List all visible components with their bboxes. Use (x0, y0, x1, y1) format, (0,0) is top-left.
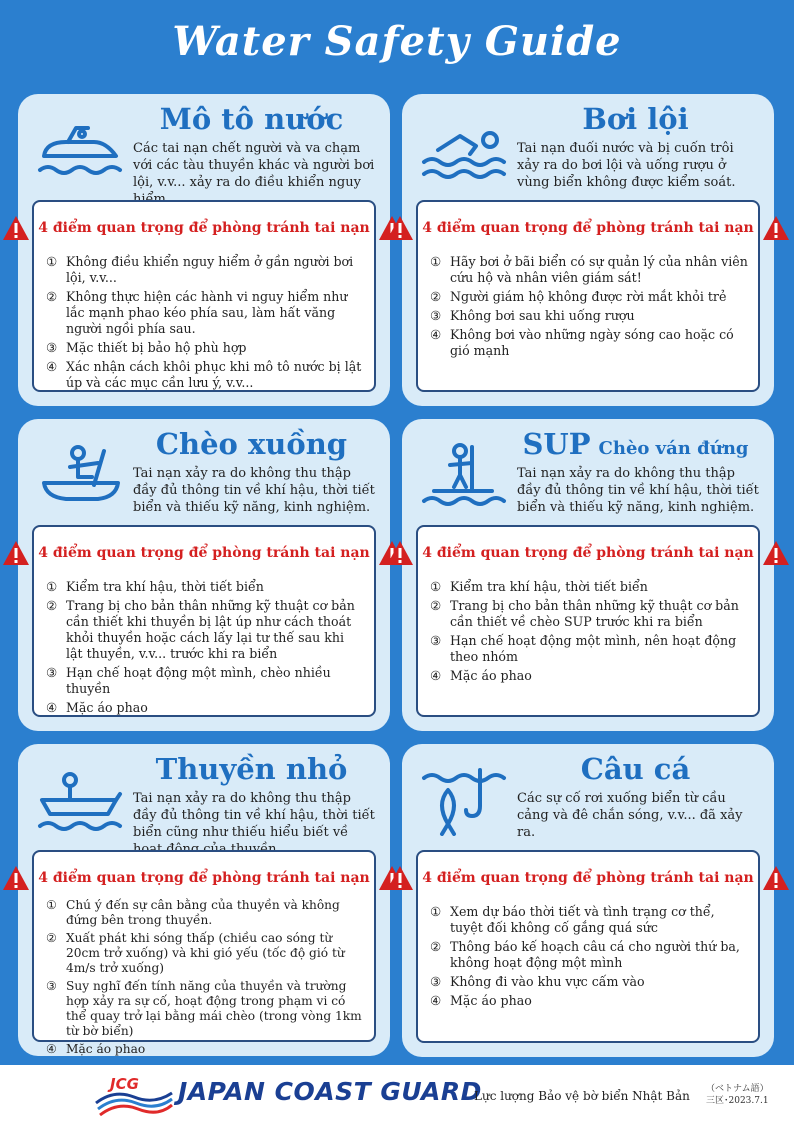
tips-list (46, 254, 364, 394)
tips-box (416, 200, 760, 392)
tips-list (430, 904, 748, 1012)
panel-description: Tai nạn xảy ra do không thu thập đầy đủ thông tin về khí hậu, thời tiết biển cũng như thiếu hiểu biết về (133, 791, 375, 840)
tips-list (430, 579, 748, 687)
list-item: ① Chú ý đến sự cân bằng của thuyền và không đứng bên trong thuyền. (46, 898, 340, 927)
list-item: ① Xem dự báo thời tiết và tình trạng cơ thể, tuyệt đối không cố gắng quá sức (430, 904, 715, 935)
panel-description: Tai nạn đuối nước và bị cuốn trôi xảy ra do bơi lội và uống rượu ở vùng biển không được kiểm soát. (517, 141, 736, 190)
panel-title: Chèo xuồng (155, 427, 348, 461)
panel-title: Mô tô nước (159, 102, 344, 136)
warning-icon (762, 865, 790, 891)
tips-box (416, 525, 760, 717)
tips-heading: 4 điểm quan trọng để phòng tránh tai nạn (418, 212, 758, 244)
tips-heading: 4 điểm quan trọng để phòng tránh tai nạn (34, 862, 374, 894)
tips-list (430, 254, 748, 362)
list-item: ② Trang bị cho bản thân những kỹ thuật cơ bản cần thiết khi thuyền bị lật úp như cách thoát khỏi thuyền hoặc cách lấy lại tư thế sau khi lật thuyền, v.v... trước khi ra biển (46, 598, 355, 661)
list-item: ③ Không bơi sau khi uống rượu (430, 308, 635, 323)
list-item: ① Không điều khiển nguy hiểm ở gần người bơi lội, v.v... (46, 254, 354, 285)
wave-logo-icon (94, 1075, 174, 1117)
panel-description: Các tai nạn chết người và va chạm với các tàu thuyền khác và người bơi lội, v.v... xảy ra do điều khiển nguy (133, 141, 375, 190)
panel-title: SUP Chèo ván đứng (522, 427, 749, 461)
warning-icon (386, 215, 414, 241)
list-item: ② Xuất phát khi sóng thấp (chiều cao sóng từ 20cm trở xuống) và khi gió yếu (tốc độ gió từ 4m/s trở xuống) (46, 931, 345, 975)
list-item: ④ Xác nhận cách khôi phục khi mô tô nước bị lật úp và các mục cần lưu ý, v.v... (46, 359, 362, 390)
panel-description: Tai nạn xảy ra do không thu thập đầy đủ thông tin về khí hậu, thời tiết biển và thiếu kỹ năng, kinh nghiệm. (517, 466, 759, 515)
panel-title: Bơi lội (582, 102, 689, 136)
list-item: ② Người giám hộ không được rời mắt khỏi trẻ (430, 289, 727, 304)
tips-list (46, 898, 364, 1060)
tips-box (32, 850, 376, 1056)
org-name-vietnamese: Lực lượng Bảo vệ bờ biển Nhật Bản (474, 1089, 690, 1103)
rowing-boat-icon (36, 441, 126, 511)
panel-description: Các sự cố rơi xuống biển từ cầu cảng và đê chắn sóng, v.v... đã xảy ra. (517, 791, 743, 840)
warning-icon (2, 540, 30, 566)
panel-fishing (402, 744, 774, 1057)
list-item: ① Kiểm tra khí hậu, thời tiết biển (430, 579, 648, 594)
small-boat-icon (36, 766, 126, 836)
list-item: ④ Mặc áo phao (46, 1042, 146, 1056)
list-item: ① Hãy bơi ở bãi biển có sự quản lý của nhân viên cứu hộ và nhân viên giám sát! (430, 254, 748, 285)
list-item: ② Trang bị cho bản thân những kỹ thuật cơ bản cần thiết về chèo SUP trước khi ra biển (430, 598, 739, 629)
list-item: ③ Hạn chế hoạt động một mình, chèo nhiều thuyền (46, 665, 331, 696)
panel-description: Tai nạn xảy ra do không thu thập đầy đủ thông tin về khí hậu, thời tiết biển và thiếu kỹ năng, kinh nghiệm. (133, 466, 375, 515)
footer (0, 1065, 794, 1123)
panel-small-boat (18, 744, 390, 1056)
tips-box (416, 850, 760, 1043)
warning-icon (386, 865, 414, 891)
panel-title: Thuyền nhỏ (155, 752, 348, 786)
tips-heading: 4 điểm quan trọng để phòng tránh tai nạn (34, 537, 374, 569)
swimmer-icon (420, 116, 510, 186)
warning-icon (762, 215, 790, 241)
list-item: ④ Mặc áo phao (430, 668, 532, 683)
panel-title: Câu cá (580, 752, 691, 786)
list-item: ④ Không bơi vào những ngày sóng cao hoặc có gió mạnh (430, 327, 734, 358)
panel-jet-ski (18, 94, 390, 406)
list-item: ④ Mặc áo phao (46, 700, 148, 715)
tips-list (46, 579, 364, 719)
list-item: ③ Suy nghĩ đến tính năng của thuyền và trường hợp xảy ra sự cố, hoạt động trong phạm vi có thể quay trở lại bằng mái chèo (trong vòng 1km từ bờ biển) (46, 979, 362, 1038)
list-item: ③ Hạn chế hoạt động một mình, nên hoạt động theo nhóm (430, 633, 737, 664)
panel-canoe (18, 419, 390, 731)
page-title: Water Safety Guide (172, 18, 622, 65)
list-item: ① Kiểm tra khí hậu, thời tiết biển (46, 579, 264, 594)
tips-heading: 4 điểm quan trọng để phòng tránh tai nạn (418, 537, 758, 569)
list-item: ③ Mặc thiết bị bảo hộ phù hợp (46, 340, 247, 355)
warning-icon (386, 540, 414, 566)
panel-swimming (402, 94, 774, 406)
tips-box (32, 525, 376, 717)
list-item: ② Thông báo kế hoạch câu cá cho người thứ ba, không hoạt động một mình (430, 939, 740, 970)
warning-icon (762, 540, 790, 566)
paddleboard-icon (420, 441, 510, 511)
print-stamp: （ベトナム語） 三区･2023.7.1 (706, 1084, 769, 1106)
list-item: ④ Mặc áo phao (430, 993, 532, 1008)
org-name: JAPAN COAST GUARD (178, 1077, 482, 1106)
warning-icon (2, 215, 30, 241)
fish-hook-icon (420, 766, 510, 836)
jet-ski-icon (36, 116, 126, 186)
list-item: ③ Không đi vào khu vực cấm vào (430, 974, 645, 989)
jcg-logo: JCG (94, 1075, 174, 1117)
panel-sup (402, 419, 774, 731)
warning-icon (2, 865, 30, 891)
tips-box (32, 200, 376, 392)
tips-heading: 4 điểm quan trọng để phòng tránh tai nạn (34, 212, 374, 244)
tips-heading: 4 điểm quan trọng để phòng tránh tai nạn (418, 862, 758, 894)
list-item: ② Không thực hiện các hành vi nguy hiểm như lắc mạnh phao kéo phía sau, làm hất văng người ngồi phía sau. (46, 289, 348, 336)
